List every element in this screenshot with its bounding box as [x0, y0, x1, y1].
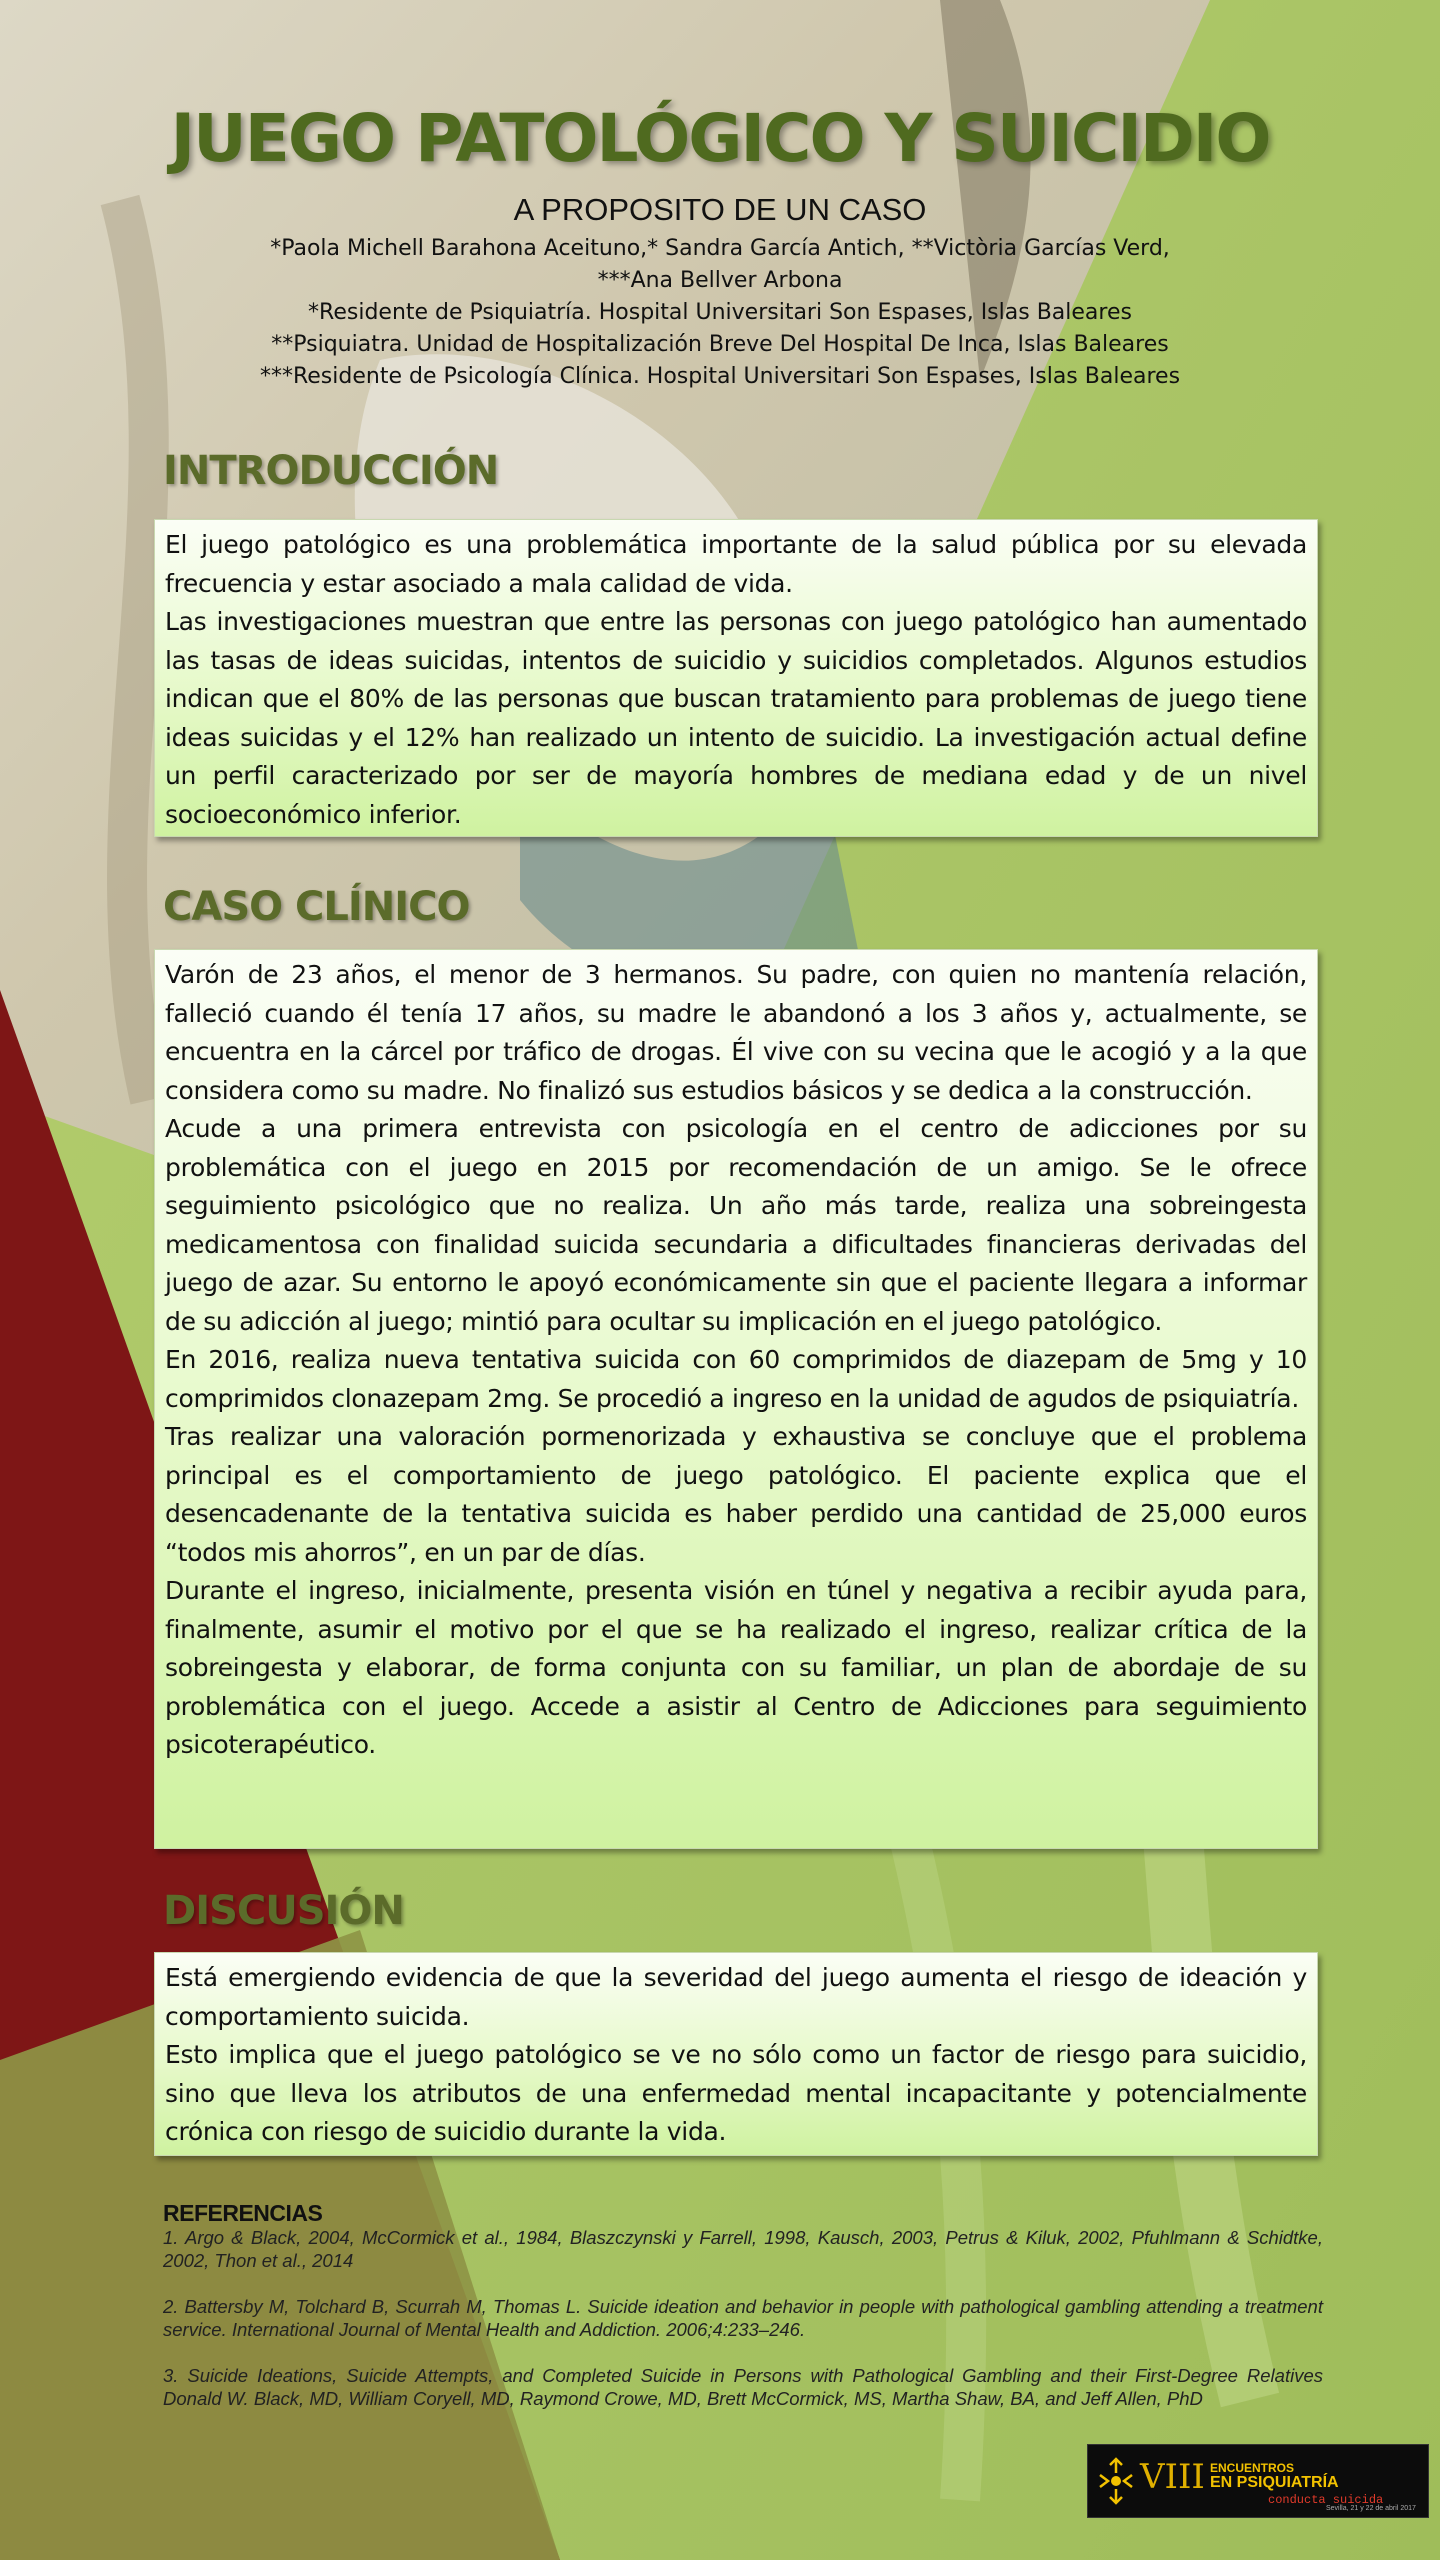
- caso-paragraph: Tras realizar una valoración pormenorizada y exhaustiva se concluye que el problema principal es el comportamiento de juego patológico. El paciente explica que el desencadenante de la tentativa suicida es haber perdido una cantidad de 25,000 euros “todos mis ahorros”, en un par de días.: [165, 1422, 1307, 1567]
- logo-line: Sevilla, 21 y 22 de abril 2017: [1326, 2505, 1416, 2512]
- affiliation-line: *Residente de Psiquiatría. Hospital Universitari Son Espases, Islas Baleares: [308, 300, 1132, 325]
- logo-line: conducta suicida: [1268, 2493, 1384, 2507]
- authors-line: *Paola Michell Barahona Aceituno,* Sandra García Antich, **Victòria Garcías Verd,: [270, 236, 1170, 261]
- caso-paragraph: Durante el ingreso, inicialmente, presenta visión en túnel y negativa a recibir ayuda para, finalmente, asumir el motivo por el que se ha realizado el ingreso, realizar crítica de la sobreingesta y elaborar, de forma conjunta con su familiar, un plan de abordaje de su problemática con el juego. Accede a asistir al Centro de Adicciones para seguimiento psicoterapéutico.: [165, 1576, 1307, 1759]
- caso-clinico-box: [154, 949, 1318, 1849]
- references-heading: REFERENCIAS: [163, 2200, 323, 2226]
- authors-line: ***Ana Bellver Arbona: [597, 268, 843, 293]
- caso-paragraph: Varón de 23 años, el menor de 3 hermanos. Su padre, con quien no mantenía relación, falleció cuando él tenía 17 años, su madre le abandonó a los 3 años y, actualmente, se encuentra en la cárcel por tráfico de drogas. Él vive con su vecina que le acogió y a la que considera como su madre. No finalizó sus estudios básicos y se dedica a la construcción.: [165, 960, 1307, 1105]
- discusion-box: [154, 1952, 1318, 2156]
- caso-paragraph: En 2016, realiza nueva tentativa suicida con 60 comprimidos de diazepam de 5mg y 10 comprimidos clonazepam 2mg. Se procedió a ingreso en la unidad de agudos de psiquiatría.: [165, 1345, 1307, 1413]
- introduccion-paragraph: Las investigaciones muestran que entre las personas con juego patológico han aumentado las tasas de ideas suicidas, intentos de suicidio y suicidios completados. Algunos estudios indican que el 80% de las personas que buscan tratamiento para problemas de juego tiene ideas suicidas y el 12% han realizado un intento de suicidio. La investigación actual define un perfil caracterizado por ser de mayoría hombres de mediana edad y de un nivel socioeconómico inferior.: [165, 607, 1307, 829]
- author-block: [0, 233, 1440, 393]
- reference-item: 1. Argo & Black, 2004, McCormick et al., 1984, Blaszczynski y Farrell, 1998, Kausch, 2003, Petrus & Kiluk, 2002, Pfuhlmann & Schidtke, 2002, Thon et al., 2014: [163, 2227, 1323, 2271]
- logo-line: EN PSIQUIATRÍA: [1210, 2474, 1339, 2491]
- arrows-logo-icon: [1098, 2457, 1134, 2505]
- references-block: [163, 2200, 1323, 2410]
- logo-number: VIII: [1140, 2457, 1205, 2497]
- introduccion-paragraph: El juego patológico es una problemática importante de la salud pública por su elevada frecuencia y estar asociado a mala calidad de vida.: [165, 530, 1307, 598]
- reference-item: 3. Suicide Ideations, Suicide Attempts, and Completed Suicide in Persons with Pathological Gambling and their First-Degree Relatives Donald W. Black, MD, William Coryell, MD, Raymond Crowe, MD, Brett McCormick, MS, Martha Shaw, BA, and Jeff Allen, PhD: [163, 2365, 1323, 2409]
- affiliation-line: **Psiquiatra. Unidad de Hospitalización Breve Del Hospital De Inca, Islas Baleares: [271, 332, 1169, 357]
- discusion-paragraph: Esto implica que el juego patológico se ve no sólo como un factor de riesgo para suicidio, sino que lleva los atributos de una enfermedad mental incapacitante y potencialmente crónica con riesgo de suicidio durante la vida.: [165, 2040, 1307, 2146]
- discusion-paragraph: Está emergiendo evidencia de que la severidad del juego aumenta el riesgo de ideación y comportamiento suicida.: [165, 1963, 1307, 2031]
- poster-subtitle: A PROPOSITO DE UN CASO: [513, 192, 927, 227]
- reference-item: 2. Battersby M, Tolchard B, Scurrah M, Thomas L. Suicide ideation and behavior in people with pathological gambling attending a treatment service. International Journal of Mental Health and Addiction. 2006;4:233–246.: [163, 2296, 1323, 2340]
- caso-clinico-heading: CASO CLÍNICO: [163, 884, 470, 930]
- poster-title: JUEGO PATOLÓGICO Y SUICIDIO: [170, 100, 1270, 177]
- introduccion-box: [154, 519, 1318, 837]
- affiliation-line: ***Residente de Psicología Clínica. Hospital Universitari Son Espases, Islas Baleares: [259, 364, 1181, 389]
- conference-logo: [1087, 2444, 1429, 2518]
- logo-line: ENCUENTROS: [1210, 2461, 1295, 2475]
- caso-paragraph: Acude a una primera entrevista con psicología en el centro de adicciones por su problemática con el juego en 2015 por recomendación de un amigo. Se le ofrece seguimiento psicológico que no realiza. Un año más tarde, realiza una sobreingesta medicamentosa con finalidad suicida secundaria a dificultades financieras derivadas del juego de azar. Su entorno le apoyó económicamente sin que el paciente llegara a informar de su adicción al juego; mintió para ocultar su implicación en el juego patológico.: [165, 1114, 1307, 1336]
- introduccion-heading: INTRODUCCIÓN: [163, 448, 499, 494]
- discusion-heading: DISCUSIÓN: [163, 1888, 404, 1934]
